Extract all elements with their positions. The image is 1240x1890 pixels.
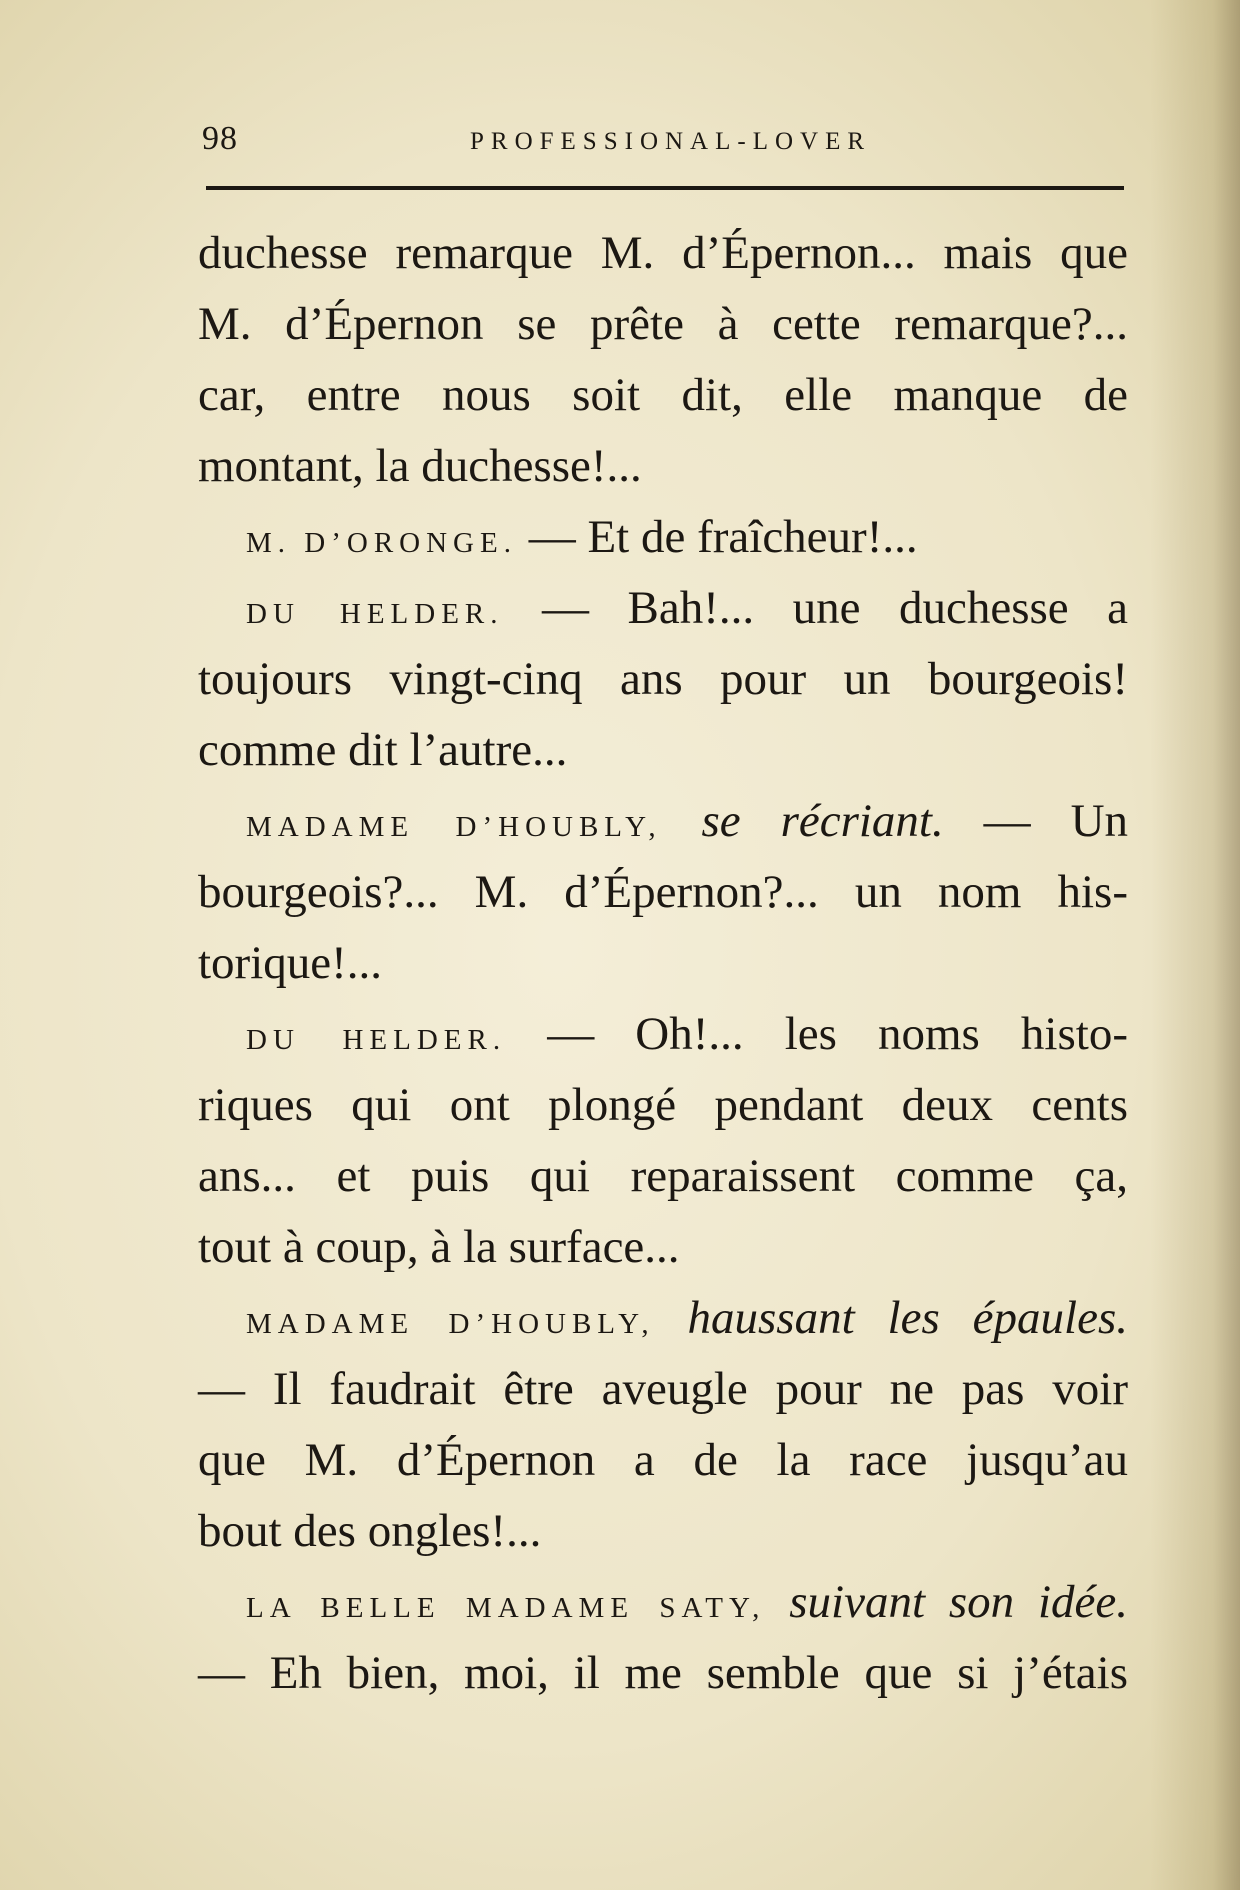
- stage-direction: suivant son idée.: [789, 1576, 1129, 1628]
- text-line: — Il faudrait être aveugle pour ne pas voir: [198, 1363, 1128, 1415]
- text-line: tout à coup, à la surface...: [198, 1221, 680, 1273]
- text-line: M. d’Épernon se prête à cette remarque?...: [198, 298, 1128, 350]
- text-line: que M. d’Épernon a de la race jusqu’au: [198, 1434, 1128, 1486]
- speaker-name: MADAME D’HOUBLY,: [246, 811, 662, 843]
- speaker-name: LA BELLE MADAME SATY,: [246, 1592, 766, 1624]
- text-line: torique!...: [198, 937, 383, 989]
- speech-text: — Bah!... une duchesse a: [542, 582, 1129, 634]
- text-line: comme dit l’autre...: [198, 724, 568, 776]
- page-edge-shadow: [1150, 0, 1240, 1890]
- speaker-name: MADAME D’HOUBLY,: [246, 1308, 655, 1340]
- dialogue-line: [198, 502, 1128, 573]
- speaker-name: M. D’ORONGE.: [246, 527, 517, 559]
- text-line: toujours vingt-cinq ans pour un bourgeois!: [198, 653, 1128, 705]
- speech-text: — Un: [983, 795, 1129, 847]
- body-text: [198, 218, 1128, 1709]
- text-line: — Eh bien, moi, il me semble que si j’étais: [198, 1647, 1128, 1699]
- speech-text: — Et de fraîcheur!...: [528, 511, 918, 563]
- text-line: ans... et puis qui reparaissent comme ça,: [198, 1150, 1128, 1202]
- speaker-name: DU HELDER.: [246, 598, 504, 630]
- text-line: duchesse remarque M. d’Épernon... mais que: [198, 227, 1128, 279]
- text-line: bout des ongles!...: [198, 1505, 542, 1557]
- dialogue-line: [198, 573, 1128, 644]
- stage-direction: haussant les épaules.: [687, 1292, 1129, 1344]
- text-line: bourgeois?... M. d’Épernon?... un nom his-: [198, 866, 1128, 918]
- speaker-name: DU HELDER.: [246, 1024, 507, 1056]
- dialogue-line: [198, 999, 1128, 1070]
- speech-text: — Oh!... les noms histo-: [547, 1008, 1128, 1060]
- page-number: 98: [202, 120, 238, 157]
- page-header: [200, 112, 1125, 162]
- text-line: montant, la duchesse!...: [198, 440, 642, 492]
- text-line: car, entre nous soit dit, elle manque de: [198, 369, 1128, 421]
- dialogue-line: [198, 1283, 1128, 1354]
- stage-direction: se récriant.: [701, 795, 944, 847]
- dialogue-line: [198, 1567, 1128, 1638]
- text-line: riques qui ont plongé pendant deux cents: [198, 1079, 1128, 1131]
- running-title: PROFESSIONAL-LOVER: [470, 128, 872, 155]
- dialogue-line: [198, 786, 1128, 857]
- header-rule: [206, 186, 1124, 190]
